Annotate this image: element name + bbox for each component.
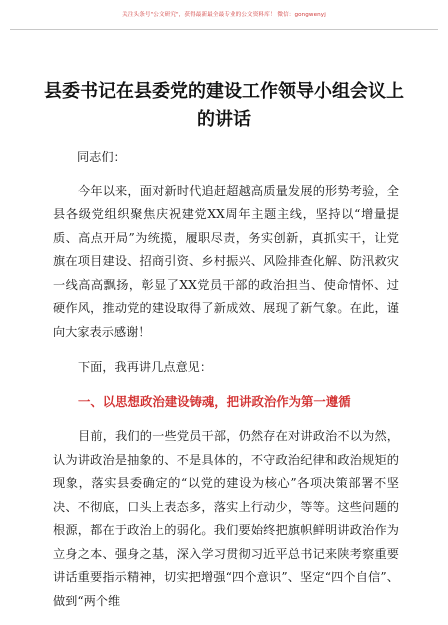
- header-banner: [0, 2, 448, 36]
- header-rule: [10, 29, 438, 30]
- document-body: [53, 146, 399, 625]
- banner-text: 关注头条号"公文研究"，获得最新最全最专业的公文资料库！ 微信：gongwenyj: [122, 12, 326, 18]
- document-title: 县委书记在县委党的建设工作领导小组会议上的讲话: [44, 81, 404, 130]
- paragraph-2: 目前，我们的一些党员干部，仍然存在对讲政治不以为然，认为讲政治是抽象的、不是具体的，不守政治纪律和政治规矩的现象，落实县委确定的“以党的建设为核心”各项决策部署不坚决、不彻底，口头上表态多，落实上行动少，等等。这些问题的根源，都在于政治上的弱化。我们要始终把旗帜鲜明讲政治作为立身之本、强身之基，深入学习贯彻习近平总书记来陕考察重要讲话重要指示精神，切实把增强“四个意识”、坚定“四个自信”、做到“两个维: [53, 429, 399, 608]
- intro-line: 下面，我再讲几点意见：: [78, 360, 213, 374]
- section-heading-1: 一、以思想政治建设铸魂，把讲政治作为第一遵循: [78, 393, 351, 409]
- paragraph-1: 今年以来，面对新时代追赶超越高质量发展的形势考验，全县各级党组织聚焦庆祝建党XX周年主题主线，坚持以“增量提质、高点开局”为统揽，履职尽责，务实创新，真抓实干，让党旗在项目建设、招商引资、乡村振兴、风险排查化解、防汛救灾一线高高飘扬，彰显了XX党员干部的政治担当、使命情怀、过硬作风，推动党的建设取得了新成效、展现了新气象。在此，谨向大家表示感谢！: [53, 183, 399, 339]
- greeting: 同志们：: [77, 150, 126, 164]
